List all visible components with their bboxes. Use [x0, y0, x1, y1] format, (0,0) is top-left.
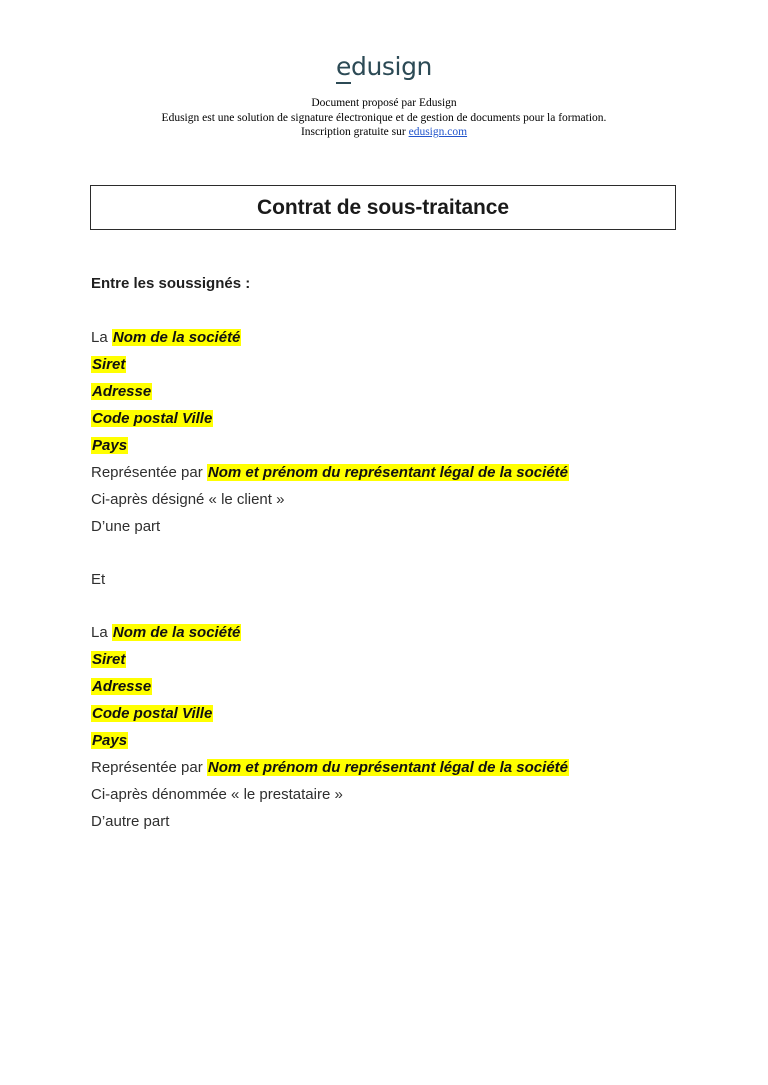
party-two-address-placeholder[interactable]: Adresse: [92, 678, 152, 695]
party-two-address-line: [91, 673, 691, 700]
party-two-company-prefix: La: [91, 624, 112, 641]
party-two-part: D’autre part: [91, 813, 170, 830]
spacer: [91, 297, 691, 324]
party-one-company-line: [91, 324, 691, 351]
logo-letters-rest: dusign: [350, 52, 432, 81]
party-two-postal-city-line: [91, 700, 691, 727]
party-one-company-placeholder[interactable]: Nom de la société: [112, 329, 241, 346]
party-two-postal-city-placeholder[interactable]: Code postal Ville: [92, 705, 213, 722]
party-one-company-prefix: La: [91, 329, 112, 346]
section-heading-parties: Entre les soussignés :: [91, 275, 251, 292]
party-one-representative-line: [91, 459, 691, 486]
party-two-siret-line: [91, 646, 691, 673]
party-one-postal-city-placeholder[interactable]: Code postal Ville: [92, 410, 213, 427]
party-one-address-placeholder[interactable]: Adresse: [92, 383, 152, 400]
tagline-line-2: Edusign est une solution de signature électronique et de gestion de documents pour la formation.: [161, 111, 607, 124]
document-title-box: [90, 185, 676, 230]
spacer: [91, 593, 691, 619]
party-one-designation: Ci-après désigné « le client »: [91, 491, 285, 508]
party-one-address-line: [91, 378, 691, 405]
party-two-country-line: [91, 727, 691, 754]
document-header: [0, 52, 768, 140]
party-one-part: D’une part: [91, 518, 161, 535]
party-two-representative-prefix: Représentée par: [91, 759, 207, 776]
parties-separator: Et: [91, 571, 106, 588]
party-one-country-placeholder[interactable]: Pays: [92, 437, 128, 454]
party-two-company-line: [91, 619, 691, 646]
party-one-country-line: [91, 432, 691, 459]
party-two-country-placeholder[interactable]: Pays: [92, 732, 128, 749]
page-title: Contrat de sous-traitance: [257, 195, 509, 219]
party-one-block: [91, 324, 691, 540]
party-two-representative-line: [91, 754, 691, 781]
tagline-line-3: [0, 125, 768, 140]
party-one-siret-line: [91, 351, 691, 378]
edusign-logo: [336, 52, 432, 82]
document-body: [91, 270, 691, 835]
spacer: [91, 540, 691, 566]
party-two-designation: Ci-après dénommée « le prestataire »: [91, 786, 343, 803]
party-two-block: [91, 619, 691, 835]
edusign-website-link[interactable]: edusign.com: [408, 126, 468, 139]
tagline-line-1: Document proposé par Edusign: [311, 97, 457, 109]
logo-letter-e: e: [336, 52, 351, 84]
party-two-company-placeholder[interactable]: Nom de la société: [112, 624, 241, 641]
party-one-representative-prefix: Représentée par: [91, 464, 207, 481]
tagline-line-3-prefix: Inscription gratuite sur: [300, 126, 409, 139]
party-two-representative-placeholder[interactable]: Nom et prénom du représentant légal de la société: [207, 759, 569, 776]
party-two-siret-placeholder[interactable]: Siret: [92, 651, 126, 668]
party-one-postal-city-line: [91, 405, 691, 432]
header-tagline: [0, 96, 768, 140]
party-one-representative-placeholder[interactable]: Nom et prénom du représentant légal de la société: [207, 464, 569, 481]
party-one-siret-placeholder[interactable]: Siret: [92, 356, 126, 373]
